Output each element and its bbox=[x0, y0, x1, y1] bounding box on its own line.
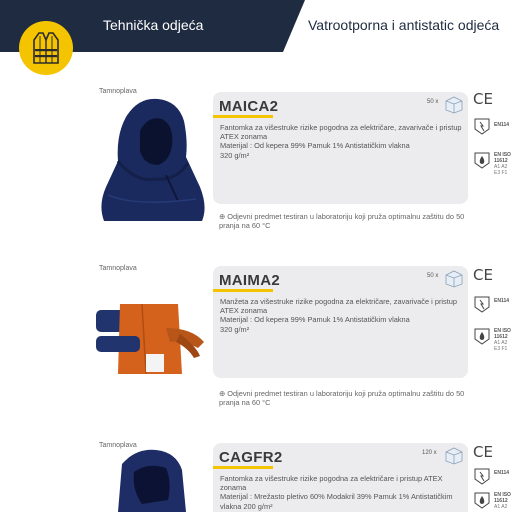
ce-mark: CE bbox=[473, 443, 493, 461]
color-label: Tamnoplava bbox=[99, 88, 137, 95]
material-text: Materijal : Mrežasto pletivo 60% Modakril 39% Pamuk 1% Antistatičkim vlakna 200 g/m² bbox=[220, 492, 453, 511]
description-text: Fantomka za višestruke rizike pogodna za električare, zavarivače i pristup ATEX zonama bbox=[220, 123, 462, 142]
material-text: Materijal : Od kepera 99% Pamuk 1% Antistatičkim vlakna bbox=[220, 141, 410, 151]
flame-shield-icon bbox=[474, 152, 490, 169]
section-title: Vatrootporna i antistatic odjeća bbox=[308, 17, 500, 33]
pack-quantity: 120 x bbox=[422, 450, 437, 456]
product-code: CAGFR2 bbox=[219, 449, 283, 466]
ce-mark: CE bbox=[473, 90, 493, 108]
pack-quantity: 50 x bbox=[427, 99, 439, 105]
welding-sleeve-image bbox=[96, 300, 216, 380]
box-icon bbox=[443, 268, 465, 288]
box-icon bbox=[443, 94, 465, 114]
cert-11612: 11612 bbox=[494, 334, 508, 340]
material-text: Materijal : Od kepera 99% Pamuk 1% Antistatičkim vlakna bbox=[220, 315, 410, 325]
knitted-balaclava-image bbox=[96, 448, 206, 512]
cert-11612: 11612 bbox=[494, 158, 508, 164]
product-code: MAICA2 bbox=[219, 98, 279, 115]
cert-en-iso: EN ISO bbox=[494, 492, 511, 498]
electrostatic-shield-icon bbox=[474, 118, 490, 135]
electrostatic-shield-icon bbox=[474, 468, 490, 485]
code-underline bbox=[213, 289, 273, 292]
product-card bbox=[213, 443, 468, 512]
header-bar bbox=[0, 0, 512, 52]
safety-vest-badge bbox=[19, 21, 73, 75]
description-text: Manžeta za višestruke rizike pogodna za električare, zavarivače i pristup ATEX zonama bbox=[220, 297, 458, 316]
pack-quantity: 50 x bbox=[427, 273, 439, 279]
color-label: Tamnoplava bbox=[99, 265, 137, 272]
cert-a1a2: A1 A2 bbox=[494, 164, 508, 170]
cert-en1149: EN114 bbox=[494, 298, 510, 304]
wash-note: ⊕ Odjevni predmet testiran u laboratoriju koji pruža optimalnu zaštitu do 50 pranja na 60 °C bbox=[219, 389, 465, 408]
category-title: Tehnička odjeća bbox=[103, 17, 204, 33]
electrostatic-shield-icon bbox=[474, 296, 490, 313]
color-label: Tamnoplava bbox=[99, 442, 137, 449]
product-description bbox=[220, 474, 464, 511]
box-icon bbox=[443, 445, 465, 465]
flame-shield-icon bbox=[474, 328, 490, 345]
ce-mark: CE bbox=[473, 266, 493, 284]
cert-a1a2: A1 A2 bbox=[494, 340, 508, 346]
cert-en-iso: EN ISO bbox=[494, 328, 511, 334]
cert-en1149: EN114 bbox=[494, 122, 510, 128]
description-text: Fantomka za višestruke rizike pogodna za električare i pristup ATEX zonama bbox=[220, 474, 443, 493]
code-underline bbox=[213, 115, 273, 118]
product-description bbox=[220, 297, 464, 334]
wash-note: ⊕ Odjevni predmet testiran u laboratoriju koji pruža optimalnu zaštitu do 50 pranja na 60 °C bbox=[219, 212, 465, 231]
weight-text: 320 g/m² bbox=[220, 324, 250, 334]
flame-shield-icon bbox=[474, 492, 490, 509]
cert-e3f1: E3 F1 bbox=[494, 346, 508, 352]
balaclava-hood-image bbox=[96, 95, 216, 227]
cert-a1a2: A1 A2 bbox=[494, 504, 508, 510]
cert-en1149: EN114 bbox=[494, 470, 510, 476]
cert-11612: 11612 bbox=[494, 498, 508, 504]
safety-vest-icon bbox=[31, 31, 61, 65]
product-code: MAIMA2 bbox=[219, 272, 280, 289]
product-card bbox=[213, 266, 468, 378]
product-description bbox=[220, 123, 464, 160]
cert-en-iso: EN ISO bbox=[494, 152, 511, 158]
weight-text: 320 g/m² bbox=[220, 150, 250, 160]
cert-e3f1: E3 F1 bbox=[494, 170, 508, 176]
product-card bbox=[213, 92, 468, 204]
code-underline bbox=[213, 466, 273, 469]
